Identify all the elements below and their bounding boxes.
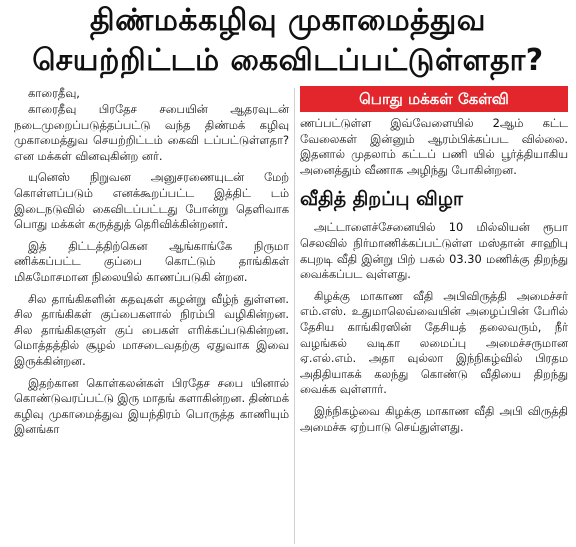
left-paragraph-2: யுனெஸ் நிறுவன அனுசரணையுடன் மேற் கொள்ளப்படும் எனக்கூறப்பட்ட இத்திட் டம் இடைநடுவில் கைவிடப்பட்டது போன்று தெளிவாக பொது மக்கள் கருத்துத் தெரிவிக்கின்றனர். [14,170,289,232]
section-banner: பொது மக்கள் கேள்வி [300,86,568,112]
right-paragraph-continued: ணப்பட்டுள்ள இவ்வேளையில் 2ஆம் கட்ட வேலைகள் இன்னும் ஆரம்பிக்கப்பட வில்லை. இதனால் முதலாம் கட்டப் பணி யில் பூர்த்தியாகிய அனைத்தும் வீணாக அழிந்து போகின்றன. [300,116,568,177]
column-divider [294,88,295,544]
right-paragraph-3: இந்நிகழ்வை கிழக்கு மாகாண வீதி அபி விருத்தி அமைச்சு ஏற்பாடு செய்துள்ளது. [300,403,568,434]
left-column [14,86,289,544]
left-paragraph-3: இத் திட்டத்திற்கென ஆங்காங்கே நிருமா ணிக்கப்பட்ட குப்பை கொட்டும் தாங்கிகள் மிகமோசமான நிலையில் காணப்படுகி ன்றன. [14,238,289,284]
right-paragraph-1: அட்டாளைச்சேனையில் 10 மில்லியன் ரூபா செலவில் நிர்மாணிக்கப்பட்டுள்ள மஸ்தான் சாஹிபு கபுறடி வீதி இன்று பிற் பகல் 03.30 மணிக்கு திறந்து வைக்கப்பட வுள்ளது. [300,220,568,282]
left-paragraph-5: இதற்கான கொள்கலன்கள் பிரதேச சபை யினால் கொண்டுவரப்பட்டு இரு மாதங் களாகின்றன. திண்மக் கழிவு முகாமைத்துவ இயந்திரம் பொருத்த காணியும் இனங்கா [14,375,289,437]
left-paragraph-1: காரைதீவு பிரதேச சபையின் ஆதரவுடன் நடைமுறைப்படுத்தப்பட்டு வந்த திண்மக் கழிவு முகாமைத்துவ செயற்றிட்டம் கைவி டப்பட்டுள்ளதா? என மக்கள் வினவுகின்ற னர். [14,102,289,163]
headline-line-2: செயற்றிட்டம் கைவிடப்பட்டுள்ளதா? [32,43,544,78]
article-subhead: வீதித் திறப்பு விழா [300,188,463,211]
right-column [300,86,568,544]
headline-line-1: திண்மக்கழிவு முகாமைத்துவ [90,3,486,38]
dateline: காரைதீவு, [28,86,80,100]
left-paragraph-4: சில தாங்கிகளின் கதவுகள் கழன்று வீழ்ந் துள்ளன. சில தாங்கிகள் குப்பைகளால் நிரம்பி வழிகின்றன. சில தாங்கிகளுள் குப் பைகள் எரிக்கப்படுகின்றன. மொத்தத்தில் சூழல் மாசடைவதற்கு ஏதுவாக இவை இருக்கின்றன. [14,291,289,368]
right-paragraph-2: கிழக்கு மாகாண வீதி அபிவிருத்தி அமைச்சர் எம்.எஸ். உதுமாலெவ்வையின் அழைப்பின் பேரில் தேசிய காங்கிரஸின் தேசியத் தலைவரும், நீர் வழங்கல் வடிகா லமைப்பு அமைச்சருமான ஏ.எல்.எம். அதா வுல்லா இந்நிகழ்வில் பிரதம அதிதியாகக் கலந்து கொண்டு வீதியை திறந்து வைக்க வுள்ளார். [300,288,568,397]
